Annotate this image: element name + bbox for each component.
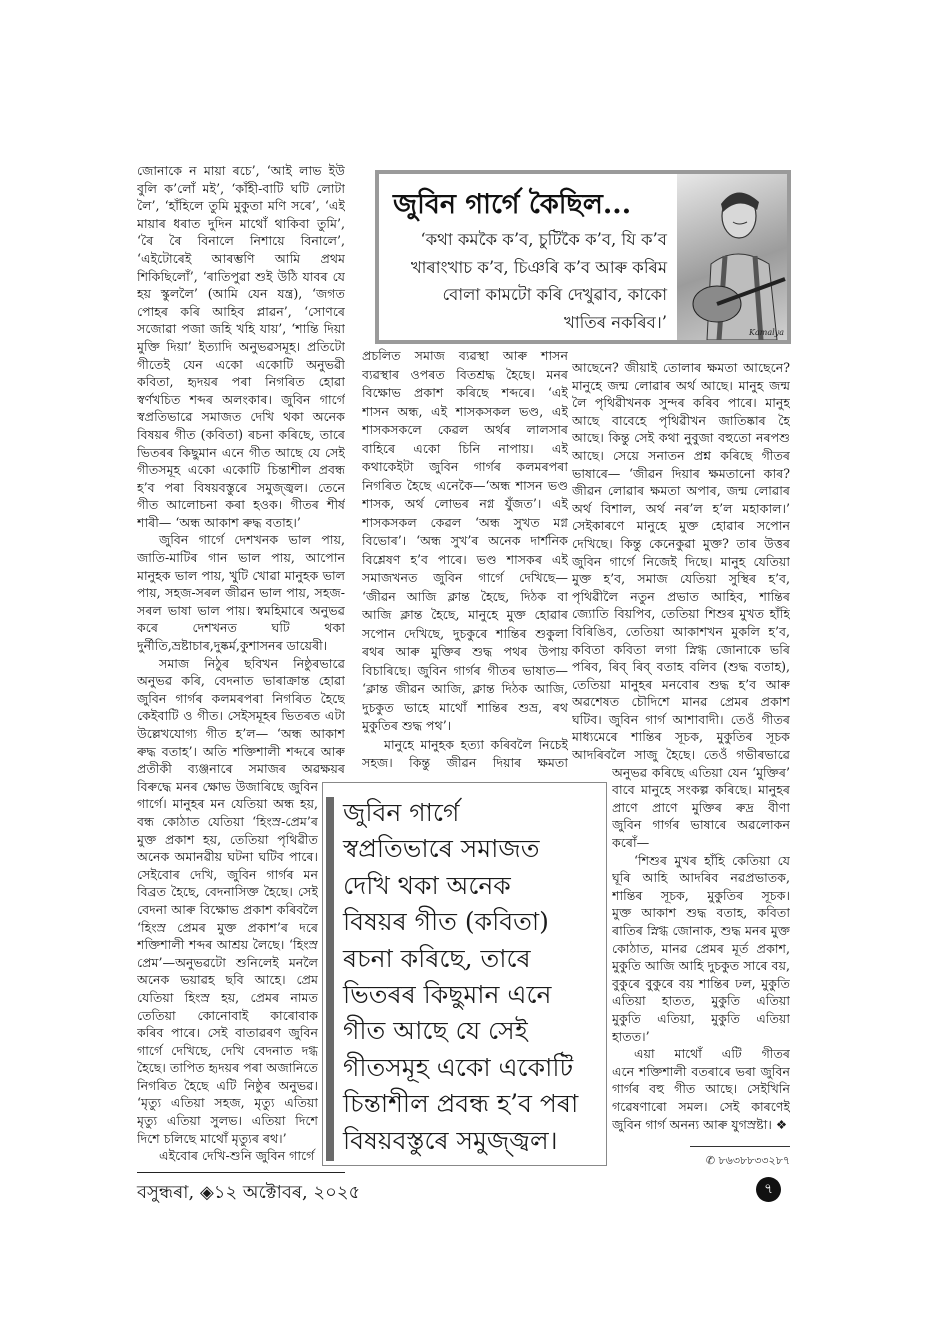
pull-quote-line: বিষয়বস্তুৰে সমুজ্জ্বল। [343,1125,558,1155]
text-line: দিশে চলিছে মাথোঁ মৃত্যুৰ ৰথ।’ [137,1130,287,1146]
guitarist-sketch-icon [677,174,787,340]
text-line: কেইবাটি ও গীত। সেইসমূহৰ ভিতৰত এটা [137,708,345,724]
quote-line: বোলা কামটো কৰি দেখুৱাব, কাকো [442,285,667,304]
text-line: মাধ্যমেৰে শান্তিৰ সূচক, মুকুতিৰ সূচক [572,729,790,745]
pull-quote-box [322,782,607,1166]
quote-sidebar-box [375,170,791,344]
text-line: শিকিছিলোঁ’, ‘ৰাতিপুৱা শুই উঠি যাবৰ যে [137,268,345,284]
text-line: ৰাতিৰ স্নিগ্ধ জোনাক, শুদ্ধ মনৰ মুক্ত [612,923,790,938]
text-line: কোঠাত, মানৱ প্ৰেমৰ মূৰ্ত প্ৰকাশ, [612,940,790,956]
text-line: অনেক ভয়াৱহ ছবি আহে। প্ৰেম [137,972,318,988]
text-line: সমাজখনত জুবিন গাৰ্গে দেখিছে— [362,570,568,585]
quote-line: খাৰাংখাচ ক’ব, চিঞৰি ক’ব আৰু কৰিম [410,257,667,277]
text-line: স্বপ্ৰতিভাৱে সমাজত দেখি থকা অনেক [137,409,345,425]
text-line: আছে। কিন্তু সেই কথা নুবুজা বহুতো নৰপশু [572,430,790,446]
text-line: আছে। সেয়ে সনাতন প্ৰশ্ন কৰিছে গীতৰ [572,447,790,463]
text-line: জুবিন গাৰ্গ অনন্য আৰু যুগস্ৰষ্টা। ❖ [612,1116,788,1132]
text-line: মানুহে জন্ম লোৱাৰ অৰ্থ আছে। মানুহ জন্ম [572,377,790,393]
pull-quote-line: ৰচনা কৰিছে, তাৰে [343,943,531,973]
text-line: লৈ পৃথিৱীখনক সুন্দৰ কৰিব পাৰে। মানুহ [572,395,790,411]
text-line: গীত আলোচনা কৰা হওক। গীতৰ শীৰ্ষ [137,497,345,513]
text-line: বিব্ৰত হৈছে, বেদনাসিক্ত হৈছে। সেই [137,884,318,900]
text-line: প্ৰতীকী ব্যঞ্জনাৰে সমাজৰ অৱক্ষয়ৰ [137,761,345,777]
text-line: প্ৰেম’—অনুভৱটো শুনিলেই মনলৈ [137,954,318,970]
text-line: হ’ব পৰা বিষয়বস্তুৰে সমুজ্জ্বল। তেনে [137,479,345,495]
text-line: মুক্তি দিয়া’ ইত্যাদি অনুভৱসমূহ। প্ৰতিটো [137,338,345,354]
text-line: বিক্ষোভ প্ৰকাশ কৰিছে শব্দৰে। ‘এই [362,385,568,400]
text-line: ৰথৰ আৰু মুক্তিৰ শুদ্ধ পথৰ উপায় [362,644,568,659]
text-line: মুকুতি এতিয়া, মুকুতি এতিয়া [612,1010,790,1026]
text-line: অনেক অমানৱীয় ঘটনা ঘটিব পাৰে। [137,849,318,865]
text-line: বিৰুদ্ধে মনৰ ক্ষোভ উজাৰিছে জুবিন [137,778,318,794]
text-line: জীৱন লোৱাৰ ক্ষমতা অপাৰ, জন্ম লোৱাৰ [572,483,790,499]
text-line: সমাজ নিঠুৰ ছবিখন নিষ্ঠুৰভাৱে [159,655,345,671]
text-line: শাসক, অৰ্থ লোভৰ নগ্ন যুঁজত’। এই [362,496,568,511]
text-line: প্ৰচলিত সমাজ ব্যৱস্থা আৰু শাসন [362,348,568,363]
text-line: ঘূৰি আহি আদৰিব নৱপ্ৰভাতক, [612,870,790,886]
text-line: মুক্ত প্ৰকাশ হয়, তেতিয়া পৃথিৱীত [137,831,318,847]
text-line: শাসকসকল কেৱল ‘অন্ধ সুখত মগ্ন [362,514,568,530]
photo-signature: Kamalya [749,328,784,337]
pull-quote-line: গীত আছে যে সেই [343,1016,528,1046]
text-line: স্বৰ্ণখচিত শব্দৰ অলংকাৰ। জুবিন গাৰ্গে [137,391,345,407]
text-line: মানুহক ভাল পায়, খুটি খোৱা মানুহক ভাল [137,567,345,583]
text-line: এতিয়া হাতত, মুকুতি এতিয়া [612,993,790,1009]
text-line: দুৰ্নীতি,ভ্ৰষ্টাচাৰ,দুষ্কৰ্ম,কুশাসনৰ ডায়েৰী। [137,638,328,654]
text-line: আছে বাবেহে পৃথিৱীখন জাতিষ্কাৰ হৈ [572,412,790,428]
text-line: হৈছে। তাপিত হৃদয়ৰ পৰা অজানিতে [137,1060,318,1076]
pull-quote-text [343,795,603,1159]
text-line: কৰে দেশখনত ঘটি থকা [137,620,345,636]
text-line: এয়া মাথোঁ এটি গীতৰ [634,1046,790,1062]
pull-quote-line: ভিতৰৰ কিছুমান এনে [343,980,552,1010]
text-line: শাসন অন্ধ, এই শাসকসকল ভণ্ড, এই [362,403,568,419]
text-line: উল্লেখযোগ্য গীত হ’ল— ‘অন্ধ আকাশ [137,726,345,741]
quote-line: ‘কথা কমকৈ ক’ব, চুটিকৈ ক’ব, যি ক’ব [420,230,667,249]
text-line: কবিতা কবিতা লগা স্নিগ্ধ জোনাকে ভৰি [572,641,790,657]
text-line: জোনাকে ন মায়া ৰচে’, ‘আই লাভ ইউ [137,163,345,178]
text-line: যেতিয়া হিংস্ৰ হয়, প্ৰেমৰ নামত [137,989,318,1005]
text-line: সপোন দেখিছে, দুচকুৰে শান্তিৰ শুকুলা [362,625,568,641]
text-line: সৰল ভাষা ভাল পায়। স্বমহিমাৰে অনুভৱ [137,602,345,618]
text-line: দেখিছে। কিন্তু কেনেকুৱা মুক্ত? তাৰ উত্তৰ [572,535,790,551]
text-line: জাতি-মাটিৰ গান ভাল পায়, আপোন [137,550,345,566]
text-line: সেইকাৰণে মানুহে মুক্ত হোৱাৰ সপোন [572,518,790,534]
pull-quote-line: বিষয়ৰ গীত (কবিতা) [343,907,549,937]
text-line: হাতত।’ [612,1028,650,1044]
text-line: সেইবোৰ দেখি, জুবিন গাৰ্গৰ মন [137,866,318,882]
page-number: ৭ [756,1177,781,1202]
article-column-1 [137,162,345,1165]
text-line: বিশ্লেষণ হ’ব পাৰে। ভণ্ড শাসকৰ এই [362,551,568,567]
text-line: বাবে মানুহে সংকল্প কৰিছে। মানুহৰ [612,782,790,798]
text-line: বিভোৰ’। ‘অন্ধ সুখ’ৰ অনেক দাৰ্শনিক [362,533,568,548]
divider [690,1146,790,1147]
text-line: বন্ধ কোঠাত যেতিয়া ‘হিংস্ৰ-প্ৰেম’ৰ [137,813,318,829]
quote-line: খাতিৰ নকৰিব।’ [564,312,667,332]
text-line: শাৰী— ‘অন্ধ আকাশ ৰুদ্ধ বতাহ।’ [137,514,301,530]
text-line: মুক্ত আকাশ শুদ্ধ বতাহ, কবিতা [612,905,790,921]
text-line: বিৰিঙিব, তেতিয়া আকাশখন মুকলি হ’ব, [572,623,790,639]
text-line: বাহিৰে একো চিনি নাপায়। এই [362,440,568,456]
text-line: ‘এইটোৰেই আৰম্ভণি আমি প্ৰথম [137,250,345,266]
text-line: মানুহে মানুহক হত্যা কৰিবলৈ নিচেই [384,736,568,752]
text-line: কৰোঁ— [612,835,650,851]
text-line: ‘শিশুৰ মুখৰ হাঁহি কেতিয়া যে [634,852,790,868]
text-line: মৃত্যু এতিয়া সুলভ। এতিয়া দিশে [137,1113,318,1129]
text-line: মুকুতিৰ শুদ্ধ পথ’। [362,718,452,733]
text-line: জুবিন গাৰ্গৰ কলমৰপৰা নিগৰিত হৈছে [137,690,345,706]
text-line: হয় স্কুললৈ’ (আমি যেন যন্ত্ৰ), ‘জগত [137,286,345,302]
sidebar-title: জুবিন গাৰ্গে কৈছিল... [393,189,632,220]
text-line: ‘ক্লান্ত জীৱন আজি, ক্লান্ত দিঠক আজি, [362,681,568,696]
text-line: পোহৰ কৰি আহিব প্লাৱন’, ‘সোণৰে [137,303,345,319]
text-line: গীতসমূহ একো একোটি চিন্তাশীল প্ৰবন্ধ [137,462,345,478]
text-line: অৱশেষত চৌদিশে মানৱ প্ৰেমৰ প্ৰকাশ [572,694,790,710]
text-line: কথাকেইটা জুবিন গাৰ্গৰ কলমৰপৰা [362,459,568,474]
sketch-portrait-image [677,174,787,340]
text-line: ৰুদ্ধ বতাহ’। অতি শক্তিশালী শব্দৰে আৰু [137,743,345,759]
text-line: প্ৰাণে প্ৰাণে মুক্তিৰ ৰুদ্ৰ বীণা [612,799,790,815]
text-line: গীতেই যেন একো একোটি অনুভৱী [137,356,345,372]
author-phone: ✆ ৮৬৩৮৮৩৩২৮৭ [705,1154,790,1167]
text-line: শান্তিৰ সূচক, মুকুতিৰ সূচক। [612,887,790,903]
text-line: আজি ক্লান্ত হৈছে, মানুহে মুক্ত হোৱাৰ [362,607,568,622]
text-line: পৰিব, ৰিব্ ৰিব্ বতাহ বলিব (শুদ্ধ বতাহ), [572,659,790,675]
text-line: নিগৰিত হৈছে এনেকৈ—‘অন্ধ শাসন ভণ্ড [362,477,568,493]
text-line: নিগৰিত হৈছে এটি নিষ্ঠুৰ অনুভৱ। [137,1077,318,1093]
text-line: ব্যৱস্থাৰ ওপৰত বিতশ্ৰদ্ধ হৈছে। মনৰ [362,366,568,382]
text-line: আদৰিবলৈ সাজু হৈছে। তেওঁ গভীৰভাৱে [572,747,790,763]
text-line: মুকুতি আজি আহি দুচকুত সাৰে বয়, [612,958,790,974]
text-line: জুবিন গাৰ্গৰ ভাষাৰে অৱলোকন [612,817,790,833]
text-line: ‘জীৱন আজি ক্লান্ত হৈছে, দিঠক বা [362,588,568,604]
text-line: বুলি ক’লোঁ মই’, ‘কাঁহী-বাটি ঘটি লোটা [137,180,345,196]
text-line: তেতিয়া কোনোবাই কাৰোবাক [137,1007,318,1023]
text-line: তেতিয়া মানুহৰ মনবোৰ শুদ্ধ হ’ব আৰু [572,676,790,692]
text-line: বিচাৰিছে। জুবিন গাৰ্গৰ গীতৰ ভাষাত— [362,662,568,678]
text-line: গৱেষণাৰো সমল। সেই কাৰণেই [612,1098,790,1114]
article-column-2 [362,347,568,773]
sidebar-quote [377,226,667,336]
text-line: আছেনে? জীয়াই তোলাৰ ক্ষমতা আছেনে? [572,360,790,375]
text-line: সজোৱা পজা জহি খহি যায়’, ‘শান্তি দিয়া [137,321,345,337]
text-line: সহজ। কিন্তু জীৱন দিয়াৰ ক্ষমতা [362,755,568,770]
text-line: ‘হিংস্ৰ প্ৰেমৰ মুক্ত প্ৰকাশ’ৰ দৰে [137,919,318,935]
text-line: এইবোৰ দেখি-শুনি জুবিন গাৰ্গে [159,1148,315,1164]
text-line: গাৰ্গে। মানুহৰ মন যেতিয়া অন্ধ হয়, [137,796,318,812]
text-line: পৃথিৱীলৈ নতুন প্ৰভাত আহিব, শান্তিৰ [572,588,790,604]
text-line: জুবিন গাৰ্গে নিজেই দিছে। মানুহ যেতিয়া [572,553,790,569]
text-line: ‘মৃত্যু এতিয়া সহজ, মৃত্যু এতিয়া [137,1095,318,1111]
text-line: মুক্ত হ’ব, সমাজ যেতিয়া সুস্থিৰ হ’ব, [572,571,790,587]
text-line: ভিতৰৰ কিছুমান এনে গীত আছে যে সেই [137,444,345,460]
text-line: বেদনা আৰু বিক্ষোভ প্ৰকাশ কৰিবলৈ [137,901,318,917]
text-line: মায়াৰ ধৰাত দুদিন মাথোঁ থাকিবা তুমি’, [137,215,345,231]
text-line: অনুভৱ কৰিছে এতিয়া যেন ‘মুক্তিৰ’ [612,764,790,780]
pull-quote-line: চিন্তাশীল প্ৰবন্ধ হ’ব পৰা [343,1089,579,1119]
text-line: বুকুৰে বুকুৰে বয় শান্তিৰ ঢল, মুকুতি [612,975,790,991]
pull-quote-line: স্বপ্ৰতিভাৰে সমাজত [343,834,540,864]
text-line: অৰ্থ বিশাল, অৰ্থ নৰ’ল হ’ল মহাকাল।’ [572,500,790,516]
footer-divider [137,1172,345,1173]
text-line: দুচকুত ভাহে মাথোঁ শান্তিৰ শুভ্ৰ, ৰথ [362,699,568,715]
text-line: অনুভৱ কৰি, বেদনাত ভাৰাক্ৰান্ত হোৱা [137,673,345,689]
pull-quote-bar [326,797,334,1161]
pull-quote-line: জুবিন গাৰ্গে [343,798,460,827]
text-line: এনে শক্তিশালী বতৰাৰে ভৰা জুবিন [612,1063,790,1079]
text-line: জ্যোতি বিয়পিব, তেতিয়া শিশুৰ মুখত হাঁহি [572,606,790,622]
text-line: গাৰ্গে দেখিছে, দেখি বেদনাত দগ্ধ [137,1042,318,1058]
text-line: শক্তিশালী শব্দৰ আশ্ৰয় লৈছে। ‘হিংস্ৰ [137,937,318,953]
text-line: লৈ’, ‘হাঁহিলে তুমি মুকুতা মণি সৰে’, ‘এই [137,198,345,214]
text-line: শাসকসকলে কেৱল অৰ্থৰ লালসাৰ [362,422,568,437]
pull-quote-line: দেখি থকা অনেক [343,870,511,900]
text-line: গাৰ্গৰ বহু গীত আছে। সেইখিনি [612,1081,790,1097]
text-line: ‘ৰৈ ৰৈ বিনালে নিশায়ে বিনালে’, [137,233,345,249]
text-line: বিষয়ৰ গীত (কবিতা) ৰচনা কৰিছে, তাৰে [137,426,345,442]
text-line: ঘটিব। জুবিন গাৰ্গ আশাবাদী। তেওঁ গীতৰ [572,711,790,727]
pull-quote-line: গীতসমূহ একো একোটি [343,1052,574,1082]
text-line: জুবিন গাৰ্গে দেশখনক ভাল পায়, [159,532,345,548]
footer-publication-date: বসুন্ধৰা, ◈১২ অক্টোবৰ, ২০২৫ [137,1182,361,1203]
text-line: পায়, সহজ-সৰল জীৱন ভাল পায়, সহজ- [137,585,345,601]
text-line: কৰিব পাৰে। সেই বাতাৱৰণ জুবিন [137,1025,318,1041]
text-line: কবিতা, হৃদয়ৰ পৰা নিগৰিত হোৱা [137,374,345,390]
text-line: ভাষাৰে— ‘জীৱন দিয়াৰ ক্ষমতানো কাৰ? [572,465,790,481]
